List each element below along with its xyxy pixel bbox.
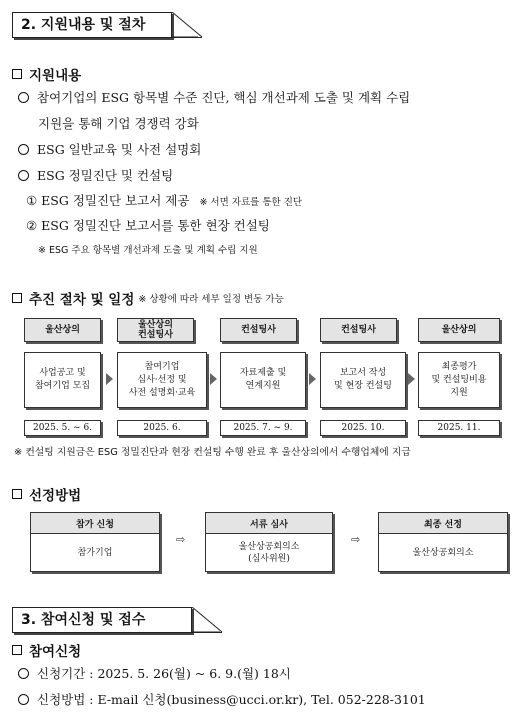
support-item-1: 참여기업의 ESG 항목별 수준 진단, 핵심 개선과제 도출 및 계획 수립: [18, 88, 410, 106]
section3-title: 3. 참여신청 및 접수: [12, 607, 192, 633]
apply-item-1: 신청기간 : 2025. 5. 26(월) ~ 6. 9.(월) 18시: [18, 664, 291, 682]
circle-bullet-icon: [18, 144, 29, 155]
support-sub-2: ② ESG 정밀진단 보고서를 통한 현장 컨설팅: [26, 218, 270, 233]
arrow-right-icon: [408, 373, 415, 385]
step-1-head: 울산상의: [24, 318, 101, 342]
selection-heading: 선정방법: [12, 484, 81, 504]
support-sub-1: ① ESG 정밀진단 보고서 제공 ※ 서면 자료를 통한 진단: [26, 193, 303, 208]
selection-step-3-title: 최종 선정: [379, 513, 507, 534]
step-3-date: 2025. 7. ~ 9.: [220, 420, 306, 436]
step-1-body: 사업공고 및 참여기업 모집: [24, 352, 101, 408]
selection-step-2: [205, 512, 333, 572]
header-underline: [12, 37, 202, 38]
circle-bullet-icon: [18, 668, 29, 679]
arrow-right-icon: [106, 373, 113, 385]
support-item-3: ESG 정밀진단 및 컨설팅: [18, 166, 173, 184]
support-sub-1-note: ※ 서면 자료를 통한 진단: [199, 197, 303, 208]
square-bullet-icon: [12, 69, 22, 79]
step-5-date: 2025. 11.: [418, 420, 500, 436]
selection-step-3: [378, 512, 508, 572]
arrow-right-icon: [309, 373, 316, 385]
selection-step-3-body: 울산상공회의소: [412, 547, 474, 558]
apply-heading: 참여신청: [12, 640, 81, 660]
support-sub-2-note: ※ ESG 주요 항목별 개선과제 도출 및 계획 수립 지원: [38, 245, 258, 256]
header-slant-decoration: [172, 12, 232, 38]
square-bullet-icon: [12, 489, 22, 499]
step-4-body: 보고서 작성 및 현장 컨설팅: [320, 352, 406, 408]
procedure-footnote: ※ 컨설팅 지원금은 ESG 정밀진단과 현장 컨설팅 수행 완료 후 울산상의에서 수행업체에 지급: [14, 447, 411, 458]
section3-header: [12, 607, 227, 633]
step-3-head: 컨설팅사: [220, 318, 297, 342]
step-2-date: 2025. 6.: [117, 420, 207, 436]
step-2-head: 울산상의 컨설팅사: [117, 318, 194, 342]
support-heading: 지원내용: [12, 64, 81, 84]
circle-bullet-icon: [18, 92, 29, 103]
square-bullet-icon: [12, 293, 22, 303]
arrow-right-icon: [210, 373, 217, 385]
step-4-head: 컨설팅사: [320, 318, 397, 342]
selection-step-1-body: 참가기업: [77, 547, 113, 558]
selection-arrow-icon: ⇨: [176, 533, 186, 546]
square-bullet-icon: [12, 645, 22, 655]
header-slant-decoration: [192, 607, 242, 633]
selection-step-1-title: 참가 신청: [31, 513, 159, 534]
section2-header: [12, 12, 227, 38]
circle-bullet-icon: [18, 170, 29, 181]
procedure-heading: 추진 절차 및 일정 ※ 상황에 따라 세부 일정 변동 가능: [12, 288, 284, 308]
section2-title: 2. 지원내용 및 절차: [12, 12, 172, 38]
support-item-1-cont: 지원을 통해 기업 경쟁력 강화: [38, 116, 199, 131]
step-3-body: 자료제출 및 연계지원: [220, 352, 306, 408]
step-5-body: 최종평가 및 컨설팅비용 지원: [418, 352, 500, 408]
step-2-body: 참여기업 심사·선정 및 사전 설명회·교육: [117, 352, 207, 408]
step-1-date: 2025. 5. ~ 6.: [24, 420, 101, 436]
support-item-2: ESG 일반교육 및 사전 설명회: [18, 140, 201, 158]
selection-step-2-title: 서류 심사: [206, 513, 332, 534]
step-5-head: 울산상의: [418, 318, 500, 342]
selection-step-2-body: 울산상공회의소 (심사위원): [238, 541, 300, 564]
header-underline: [12, 632, 222, 633]
circle-bullet-icon: [18, 694, 29, 705]
selection-arrow-icon: ⇨: [351, 533, 361, 546]
apply-item-2: 신청방법 : E-mail 신청(business@ucci.or.kr), Tel. 052-228-3101: [18, 690, 426, 708]
step-4-date: 2025. 10.: [320, 420, 406, 436]
selection-step-1: [30, 512, 160, 572]
